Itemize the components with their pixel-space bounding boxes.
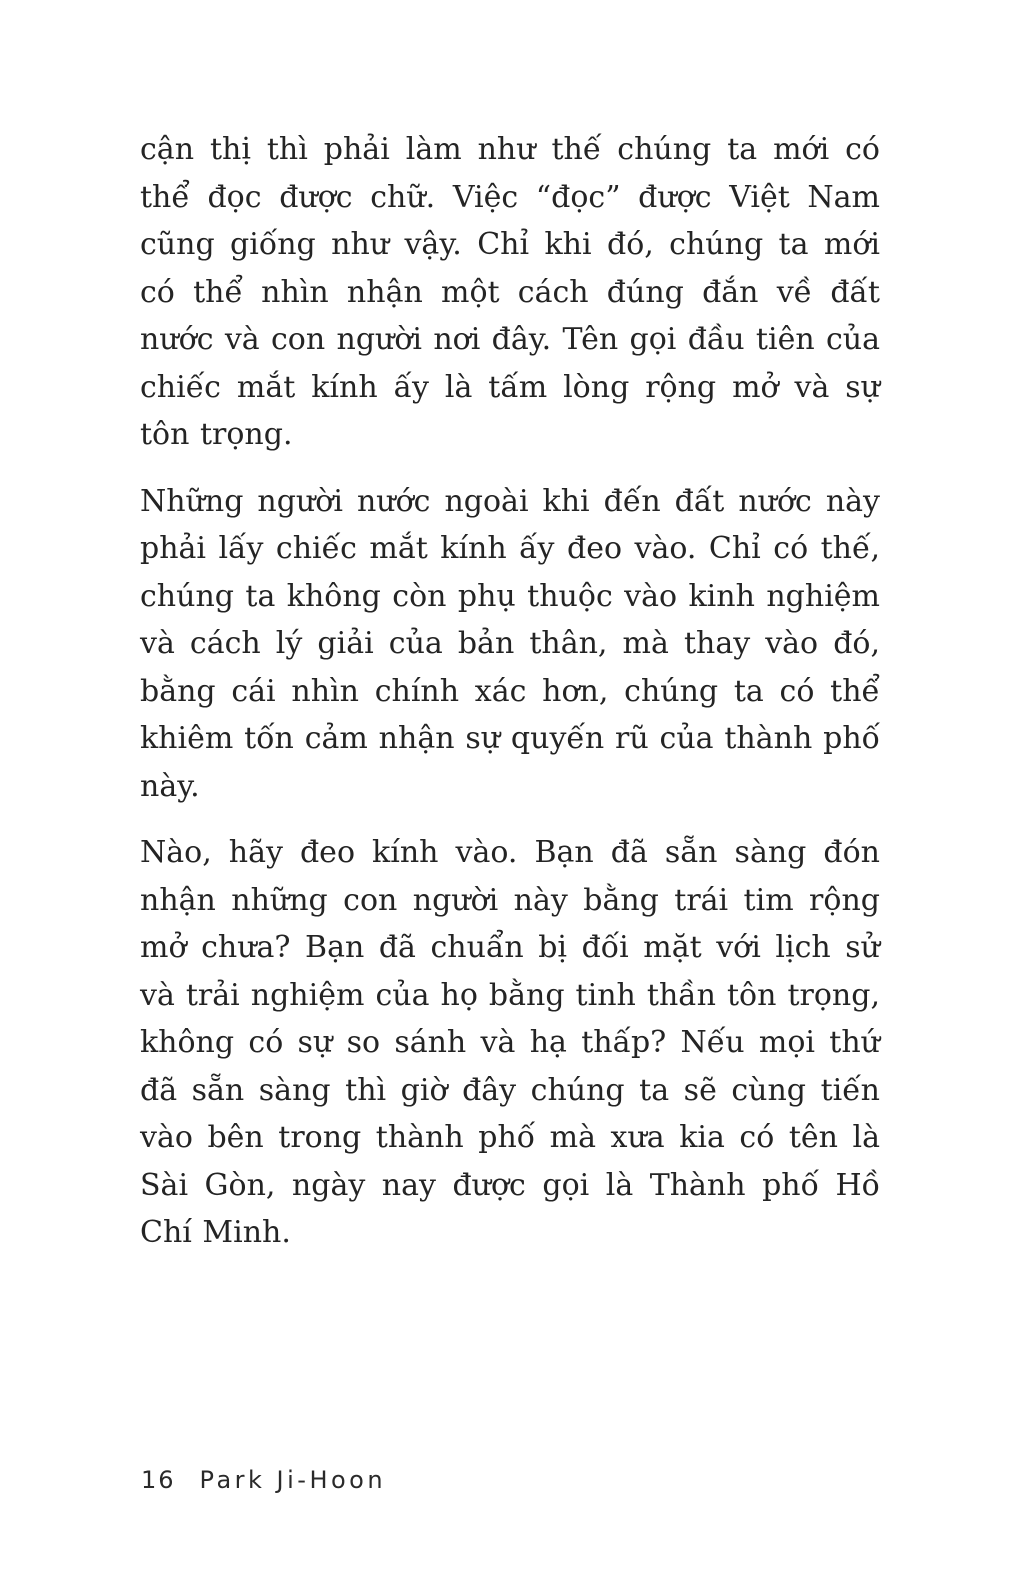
page-footer xyxy=(141,1466,386,1494)
body-paragraph-2: Những người nước ngoài khi đến đất nước này phải lấy chiếc mắt kính ấy đeo vào. Chỉ có thế, chúng ta không còn phụ thuộc vào kinh nghiệm và cách lý giải của bản thân, mà thay vào đó, bằng cái nhìn chính xác hơn, chúng ta có thể khiêm tốn cảm nhận sự quyến rũ của thành phố này. xyxy=(140,483,880,804)
page-text-block xyxy=(140,126,880,1276)
page-number: 16 xyxy=(141,1466,176,1494)
body-paragraph-3: Nào, hãy đeo kính vào. Bạn đã sẵn sàng đón nhận những con người này bằng trái tim rộng mở chưa? Bạn đã chuẩn bị đối mặt với lịch sử và trải nghiệm của họ bằng tinh thần tôn trọng, không có sự so sánh và hạ thấp? Nếu mọi thứ đã sẵn sàng thì giờ đây chúng ta sẽ cùng tiến vào bên trong thành phố mà xưa kia có tên là Sài Gòn, ngày nay được gọi là Thành phố Hồ Chí Minh. xyxy=(140,835,880,1250)
body-paragraph-1: cận thị thì phải làm như thế chúng ta mới có thể đọc được chữ. Việc “đọc” được Việt Nam cũng giống như vậy. Chỉ khi đó, chúng ta mới có thể nhìn nhận một cách đúng đắn về đất nước và con người nơi đây. Tên gọi đầu tiên của chiếc mắt kính ấy là tấm lòng rộng mở và sự tôn trọng. xyxy=(140,132,880,452)
author-name: Park Ji-Hoon xyxy=(199,1466,387,1494)
